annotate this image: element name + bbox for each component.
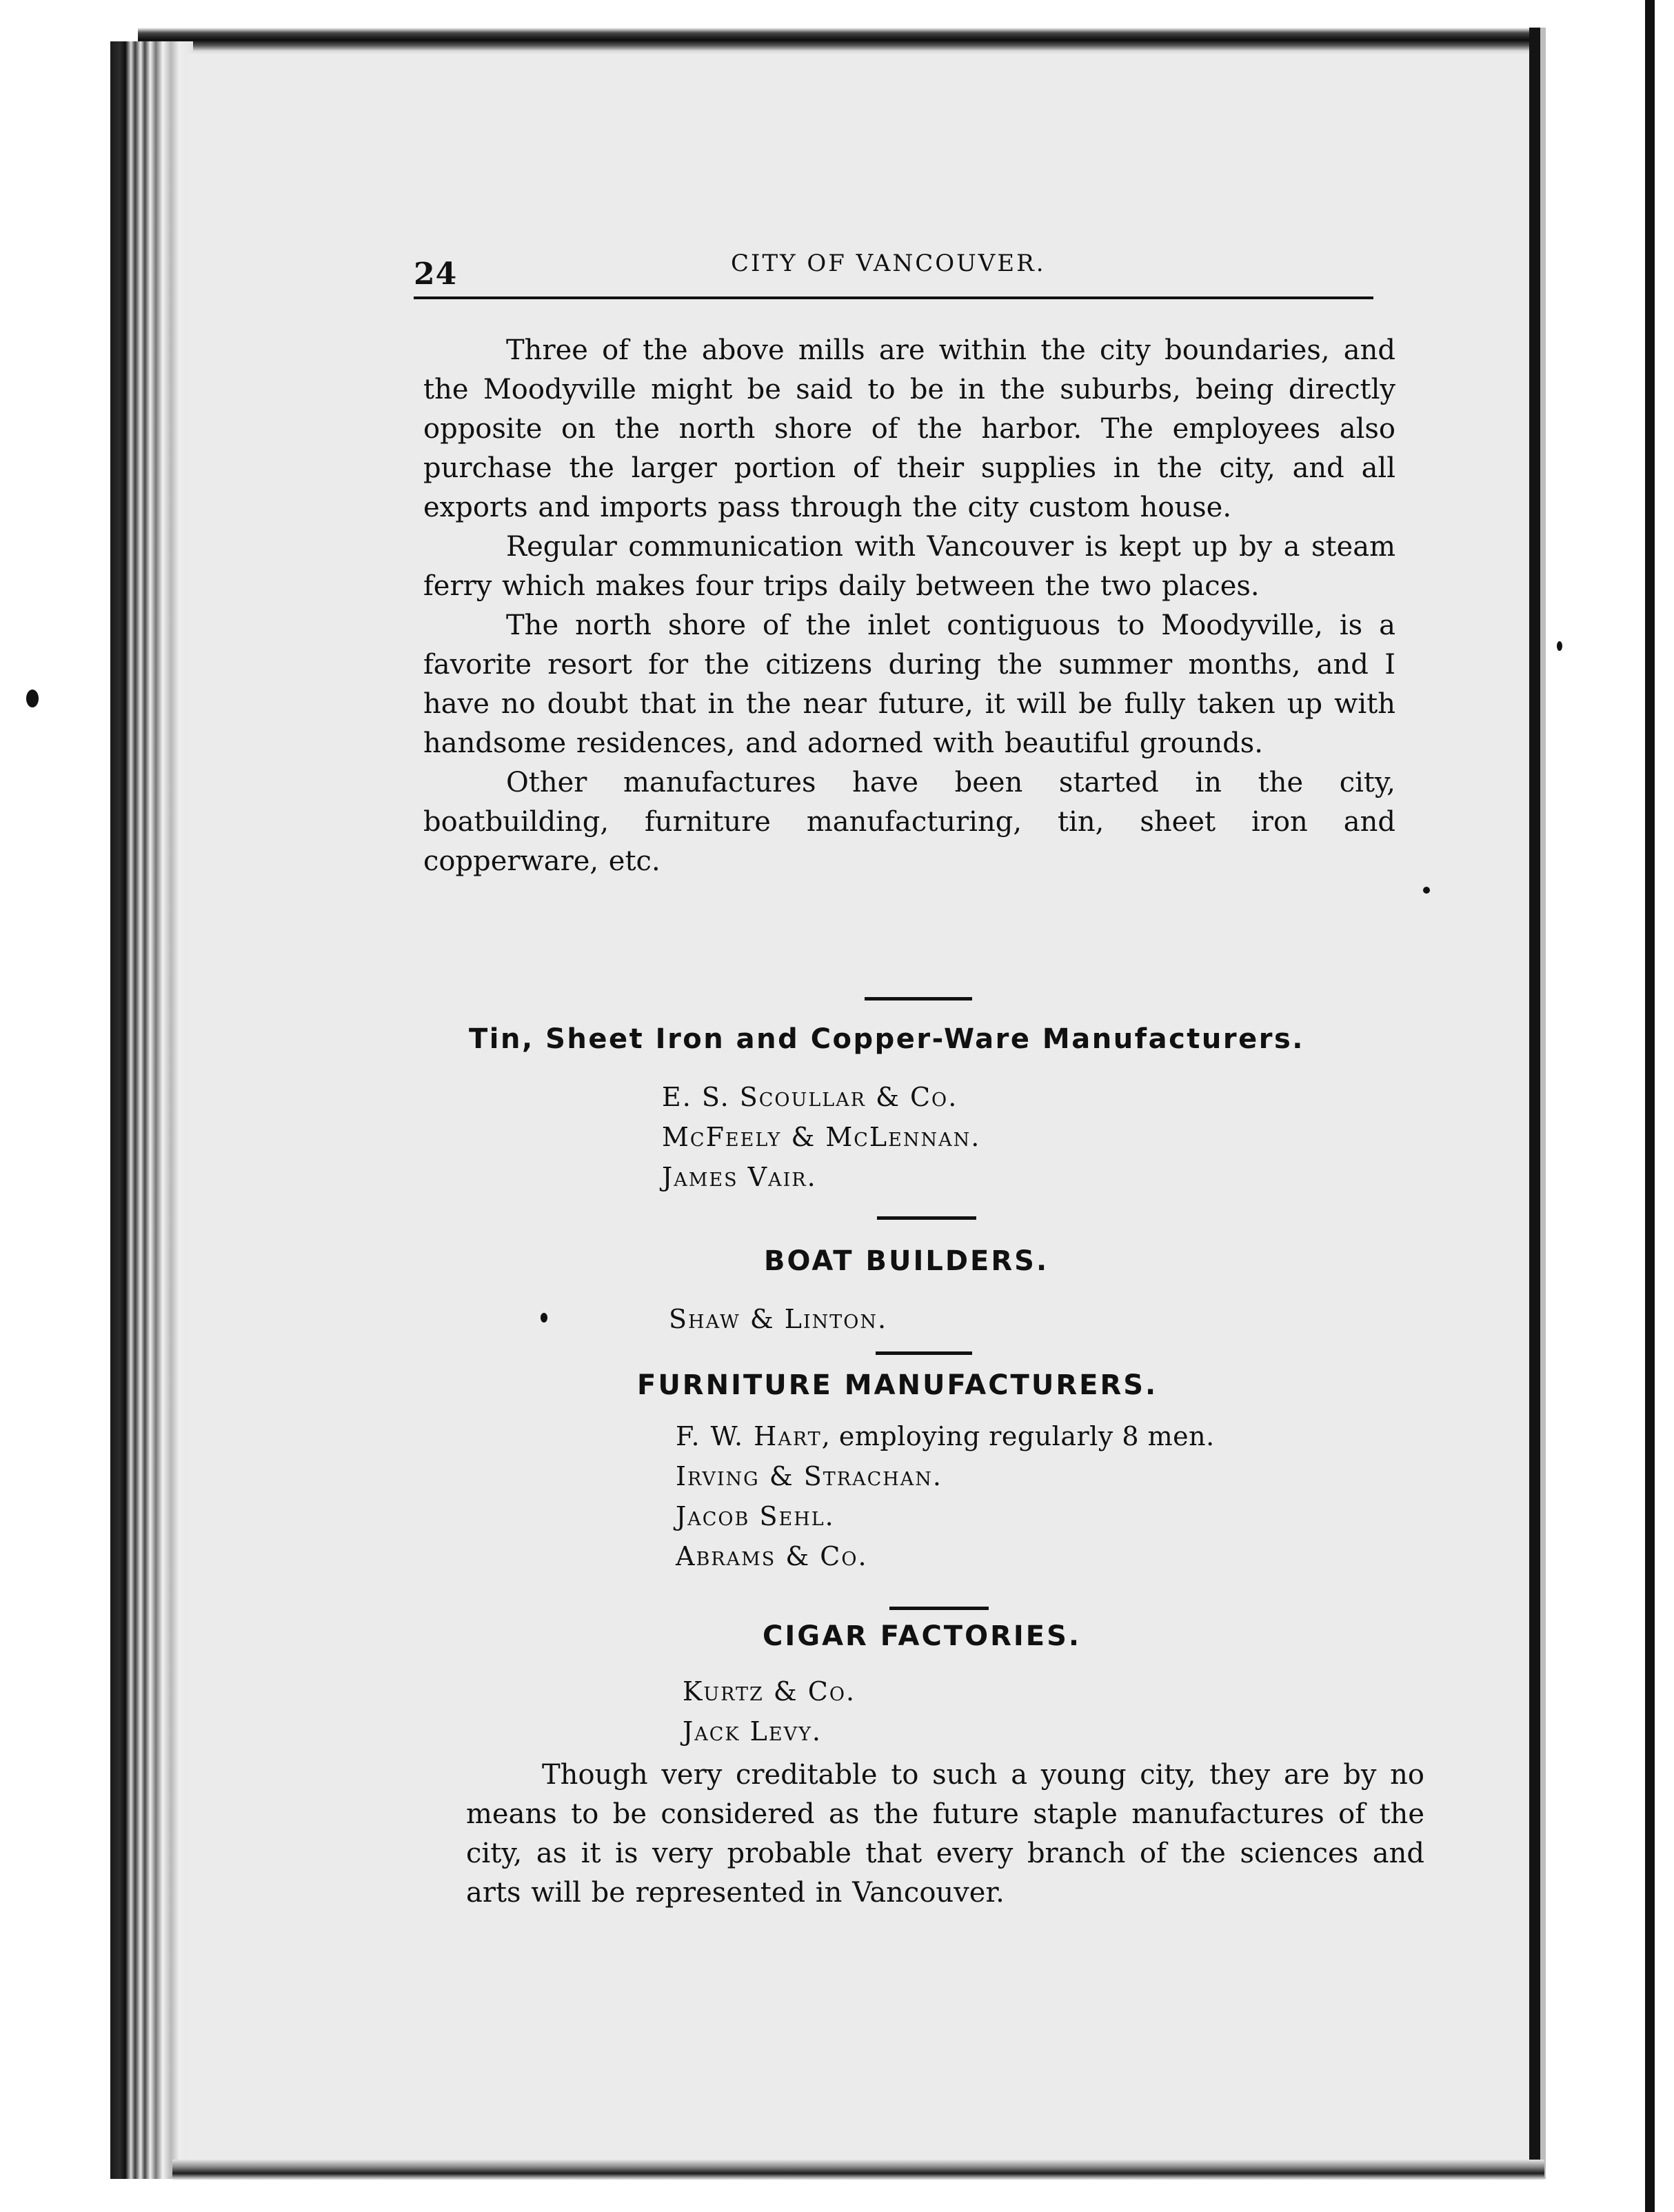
paragraph: Though very creditable to such a young city, they are by no means to be considered as the future staple manufactures of the city, as it is very probable that every branch of the sciences and arts will be represented in Vancouver. <box>466 1759 1424 1909</box>
list-item: James Vair. <box>662 1162 817 1192</box>
section-heading-boat: BOAT BUILDERS. <box>764 1245 1049 1277</box>
paragraph: Regular communication with Vancouver is kept up by a steam ferry which makes four trips daily between the two places. <box>423 531 1395 602</box>
paragraph: Three of the above mills are within the city boundaries, and the Moodyville might be said to be in the suburbs, being directly opposite on the north shore of the harbor. The employees also purchase the larger portion of their supplies in the city, and all exports and imports pass through the city custom house. <box>423 334 1395 523</box>
paragraph: Other manufactures have been started in the city, boatbuilding, furniture manufacturing, tin, sheet iron and copperware, etc. <box>423 767 1395 877</box>
page-top-edge <box>138 28 1544 55</box>
running-head: CITY OF VANCOUVER. <box>731 250 1046 277</box>
section-divider <box>877 1216 976 1220</box>
scan-edge-strip <box>1645 0 1655 2212</box>
list-item: Jacob Sehl. <box>676 1501 835 1531</box>
list-item: Kurtz & Co. <box>683 1676 856 1707</box>
page-bottom-edge <box>172 2160 1544 2180</box>
page-right-edge-shadow <box>1540 28 1546 2179</box>
list-item <box>676 1416 1215 1456</box>
page-number: 24 <box>414 257 458 292</box>
section-divider <box>876 1351 972 1355</box>
page-right-edge <box>1529 28 1540 2179</box>
section-heading-furniture: FURNITURE MANUFACTURERS. <box>637 1369 1158 1401</box>
list-item: E. S. Scoullar & Co. <box>662 1082 958 1112</box>
ink-speck <box>1423 887 1430 894</box>
entry-name: F. W. Hart <box>676 1421 822 1451</box>
ink-speck <box>26 690 39 707</box>
cigar-factories-list <box>683 1671 856 1751</box>
tin-manufacturers-list <box>662 1077 980 1197</box>
header-rule <box>414 296 1373 299</box>
list-item: Jack Levy. <box>683 1716 822 1747</box>
scan-margin <box>1546 0 1674 2212</box>
book-binding <box>110 41 193 2179</box>
section-divider <box>865 997 972 1001</box>
paragraph: The north shore of the inlet contiguous to Moodyville, is a favorite resort for the citizens during the summer months, and I have no doubt that in the near future, it will be fully taken up with handsome residences, and adorned with beautiful grounds. <box>423 610 1395 759</box>
list-item: McFeely & McLennan. <box>662 1122 981 1152</box>
section-heading-cigar: CIGAR FACTORIES. <box>763 1620 1082 1652</box>
list-item: Shaw & Linton. <box>669 1304 888 1334</box>
furniture-manufacturers-list <box>676 1416 1215 1576</box>
list-item: Irving & Strachan. <box>676 1461 942 1491</box>
section-heading-tin: Tin, Sheet Iron and Copper-Ware Manufacturers. <box>469 1023 1304 1055</box>
section-divider <box>889 1607 989 1610</box>
body-text <box>423 331 1395 881</box>
list-item: Abrams & Co. <box>676 1541 868 1571</box>
boat-builders-list <box>669 1299 887 1339</box>
closing-text <box>466 1756 1424 1913</box>
ink-speck <box>1557 641 1562 651</box>
entry-note: , employing regularly 8 men. <box>821 1421 1215 1451</box>
ink-speck <box>541 1313 547 1323</box>
